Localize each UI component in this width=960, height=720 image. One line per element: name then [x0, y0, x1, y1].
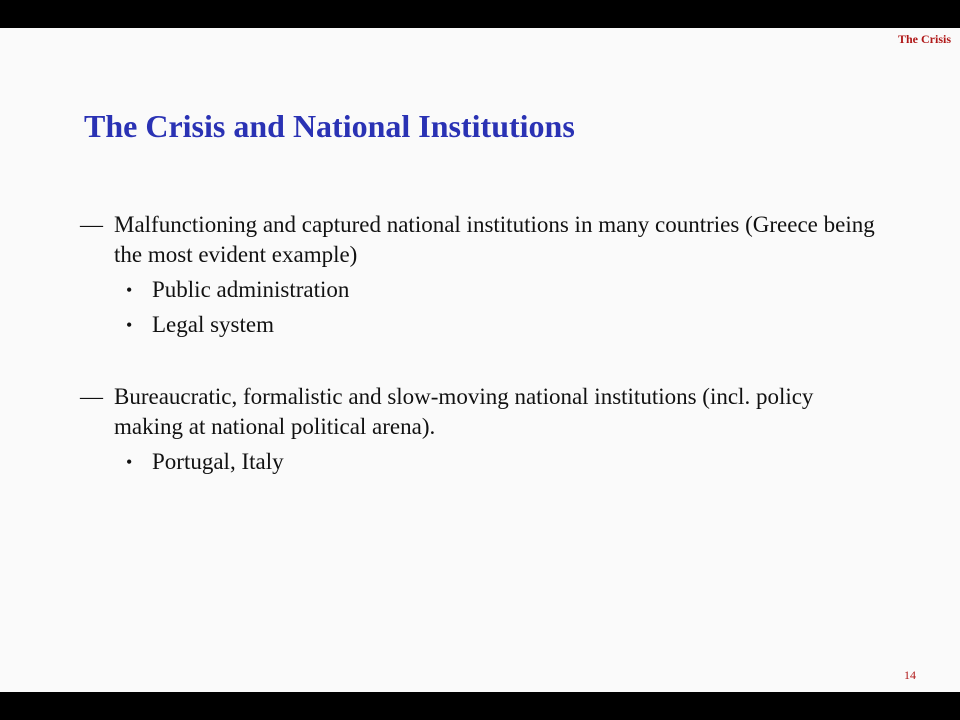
bullet-icon: •: [126, 280, 133, 300]
point-institutions-bureaucratic: [80, 382, 880, 482]
sub-item-legal-system: [80, 310, 880, 345]
bullet-icon: •: [126, 315, 133, 335]
sub-list: [80, 275, 880, 345]
sub-item-text: Public administration: [152, 277, 350, 302]
page-number: 14: [904, 668, 916, 682]
letterbox-bottom: [0, 692, 960, 720]
bullet-icon: •: [126, 452, 133, 472]
slide: [0, 28, 960, 692]
point-line: [80, 210, 880, 270]
sub-item-public-administration: [80, 275, 880, 310]
point-line: [80, 382, 880, 442]
section-tag: The Crisis: [897, 32, 951, 46]
point-text: Bureaucratic, formalistic and slow-moving national institutions (incl. policy making at national political arena).: [114, 384, 814, 439]
dash-marker: —: [80, 384, 103, 409]
sub-list: [80, 447, 880, 482]
sub-item-text: Legal system: [152, 312, 274, 337]
point-text: Malfunctioning and captured national institutions in many countries (Greece being the most evident example): [114, 212, 875, 267]
dash-marker: —: [80, 212, 103, 237]
letterbox-top: [0, 0, 960, 28]
slide-title: The Crisis and National Institutions: [84, 108, 575, 144]
sub-item-portugal-italy: [80, 447, 880, 482]
sub-item-text: Portugal, Italy: [152, 449, 284, 474]
point-institutions-malfunctioning: [80, 210, 880, 345]
